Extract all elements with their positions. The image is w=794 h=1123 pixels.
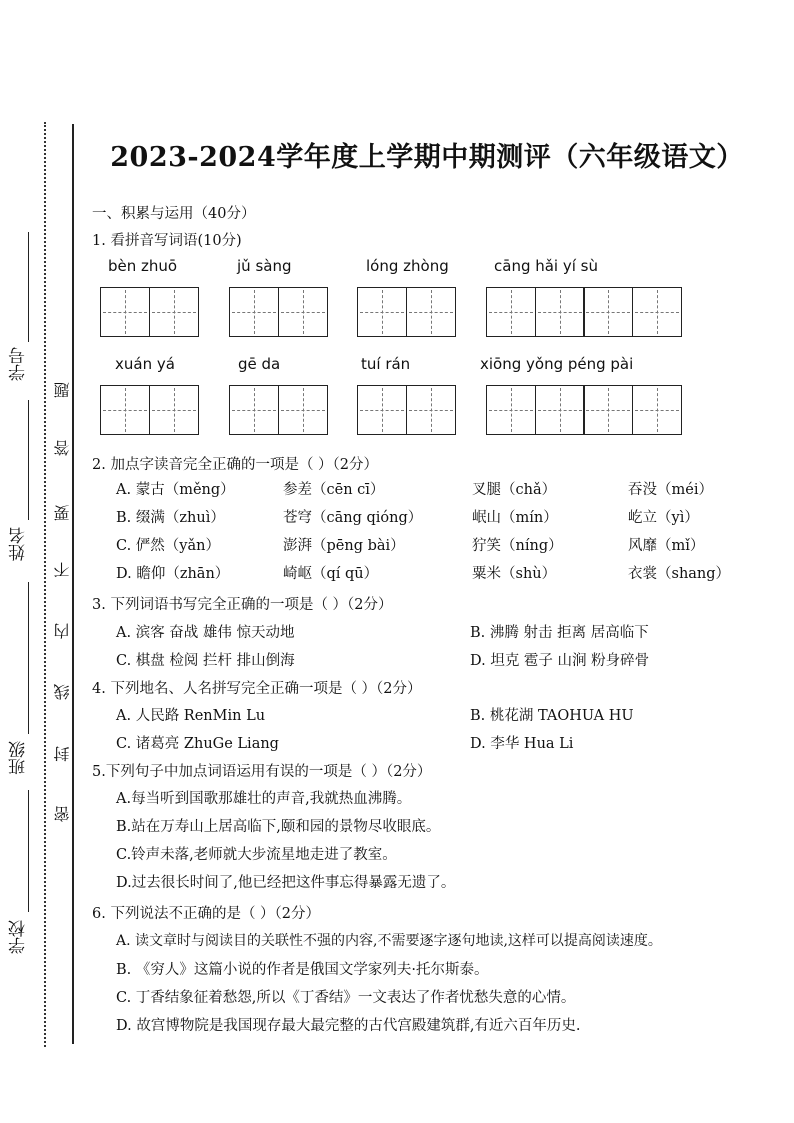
- option-a: A. 读文章时与阅读目的关联性不强的内容,不需要逐字逐句地读,这样可以提高阅读速度。: [116, 933, 662, 949]
- seal-char: 要: [53, 505, 72, 521]
- pinyin-prompt: tuí rán: [361, 355, 411, 373]
- option-text: 屹立（yì）: [628, 510, 699, 526]
- answer-grid[interactable]: [100, 385, 199, 435]
- pinyin-prompt: bèn zhuō: [108, 257, 178, 275]
- answer-grid[interactable]: [357, 385, 456, 435]
- option-b: B.站在万寿山上居高临下,颐和园的景物尽收眼底。: [116, 819, 441, 835]
- option-text: 吞没（méi）: [628, 482, 713, 498]
- answer-grid[interactable]: [229, 385, 328, 435]
- option-d: D. 李华 Hua Li: [470, 736, 574, 752]
- option-text: 风靡（mǐ）: [628, 538, 705, 554]
- school-label: 学校: [9, 920, 29, 954]
- section-heading: 一、积累与运用（40分）: [92, 206, 256, 222]
- option-text: 参差（cēn cī）: [283, 482, 385, 498]
- question-2-heading: 2. 加点字读音完全正确的一项是（ ）（2分）: [92, 457, 379, 473]
- pinyin-prompt: xuán yá: [115, 355, 175, 373]
- option-text: 澎湃（pēng bài）: [283, 538, 405, 554]
- page-title: 2023-2024学年度上学期中期测评（六年级语文）: [110, 142, 744, 173]
- option-d: D. 坦克 雹子 山涧 粉身碎骨: [470, 653, 650, 669]
- option-c: C.铃声未落,老师就大步流星地走进了教室。: [116, 847, 397, 863]
- option-c: C. 诸葛亮 ZhuGe Liang: [116, 736, 279, 752]
- option-text: 叉腿（chǎ）: [472, 482, 557, 498]
- option-c: C. 棋盘 检阅 拦杆 排山倒海: [116, 653, 295, 669]
- seal-char: 答: [53, 440, 72, 456]
- answer-grid[interactable]: [100, 287, 199, 337]
- seal-char: 线: [53, 684, 72, 700]
- question-5-heading: 5.下列句子中加点词语运用有误的一项是（ ）（2分）: [92, 764, 432, 780]
- option-text: 苍穹（cāng qióng）: [283, 510, 423, 526]
- option-b: B. 沸腾 射击 拒离 居高临下: [470, 625, 649, 641]
- question-4-heading: 4. 下列地名、人名拼写完全正确一项是（ ）（2分）: [92, 681, 422, 697]
- seal-char: 不: [53, 562, 72, 578]
- option-a: A. 滨客 奋战 雄伟 惊天动地: [116, 625, 295, 641]
- question-3-heading: 3. 下列词语书写完全正确的一项是（ ）（2分）: [92, 597, 393, 613]
- option-text: A. 蒙古（měng）: [116, 482, 235, 498]
- pinyin-prompt: lóng zhòng: [366, 257, 449, 275]
- seal-char: 密: [53, 806, 72, 822]
- name-blank[interactable]: [28, 400, 29, 520]
- answer-grid[interactable]: [486, 287, 682, 337]
- option-d: D.过去很长时间了,他已经把这件事忘得暴露无遗了。: [116, 875, 456, 891]
- seal-char: 封: [53, 746, 72, 762]
- option-text: 粟米（shù）: [472, 566, 557, 582]
- name-label: 姓名: [9, 527, 29, 561]
- pinyin-prompt: cāng hǎi yí sù: [494, 257, 599, 275]
- school-blank[interactable]: [28, 790, 29, 912]
- answer-grid[interactable]: [486, 385, 682, 435]
- answer-grid[interactable]: [357, 287, 456, 337]
- pinyin-prompt: jǔ sàng: [237, 257, 292, 275]
- binding-dotted-line: [44, 122, 46, 1047]
- option-b: B. 桃花湖 TAOHUA HU: [470, 708, 634, 724]
- option-a: A. 人民路 RenMin Lu: [116, 708, 266, 724]
- student-id-blank[interactable]: [28, 232, 29, 342]
- class-blank[interactable]: [28, 582, 29, 734]
- option-c: C. 丁香结象征着愁怨,所以《丁香结》一文表达了作者忧愁失意的心情。: [116, 990, 576, 1006]
- pinyin-prompt: gē da: [238, 355, 281, 373]
- pinyin-prompt: xiōng yǒng péng pài: [480, 355, 634, 373]
- answer-grid[interactable]: [229, 287, 328, 337]
- question-6-heading: 6. 下列说法不正确的是（ ）（2分）: [92, 906, 321, 922]
- option-b: B. 《穷人》这篇小说的作者是俄国文学家列夫·托尔斯泰。: [116, 962, 489, 978]
- option-text: C. 俨然（yǎn）: [116, 538, 220, 554]
- option-text: B. 缀满（zhuì）: [116, 510, 225, 526]
- binding-solid-line: [72, 124, 74, 1044]
- question-1-heading: 1. 看拼音写词语(10分): [92, 233, 242, 249]
- seal-char: 题: [53, 382, 72, 398]
- option-text: 狞笑（níng）: [472, 538, 563, 554]
- class-label: 班级: [9, 741, 29, 775]
- option-text: D. 瞻仰（zhān）: [116, 566, 230, 582]
- option-text: 崎岖（qí qū）: [283, 566, 379, 582]
- student-id-label: 学号: [9, 347, 29, 381]
- seal-char: 内: [53, 623, 72, 639]
- option-a: A.每当听到国歌那雄壮的声音,我就热血沸腾。: [116, 791, 412, 807]
- option-text: 衣裳（shang）: [628, 566, 731, 582]
- option-text: 岷山（mín）: [472, 510, 558, 526]
- option-d: D. 故宫博物院是我国现存最大最完整的古代宫殿建筑群,有近六百年历史.: [116, 1018, 581, 1034]
